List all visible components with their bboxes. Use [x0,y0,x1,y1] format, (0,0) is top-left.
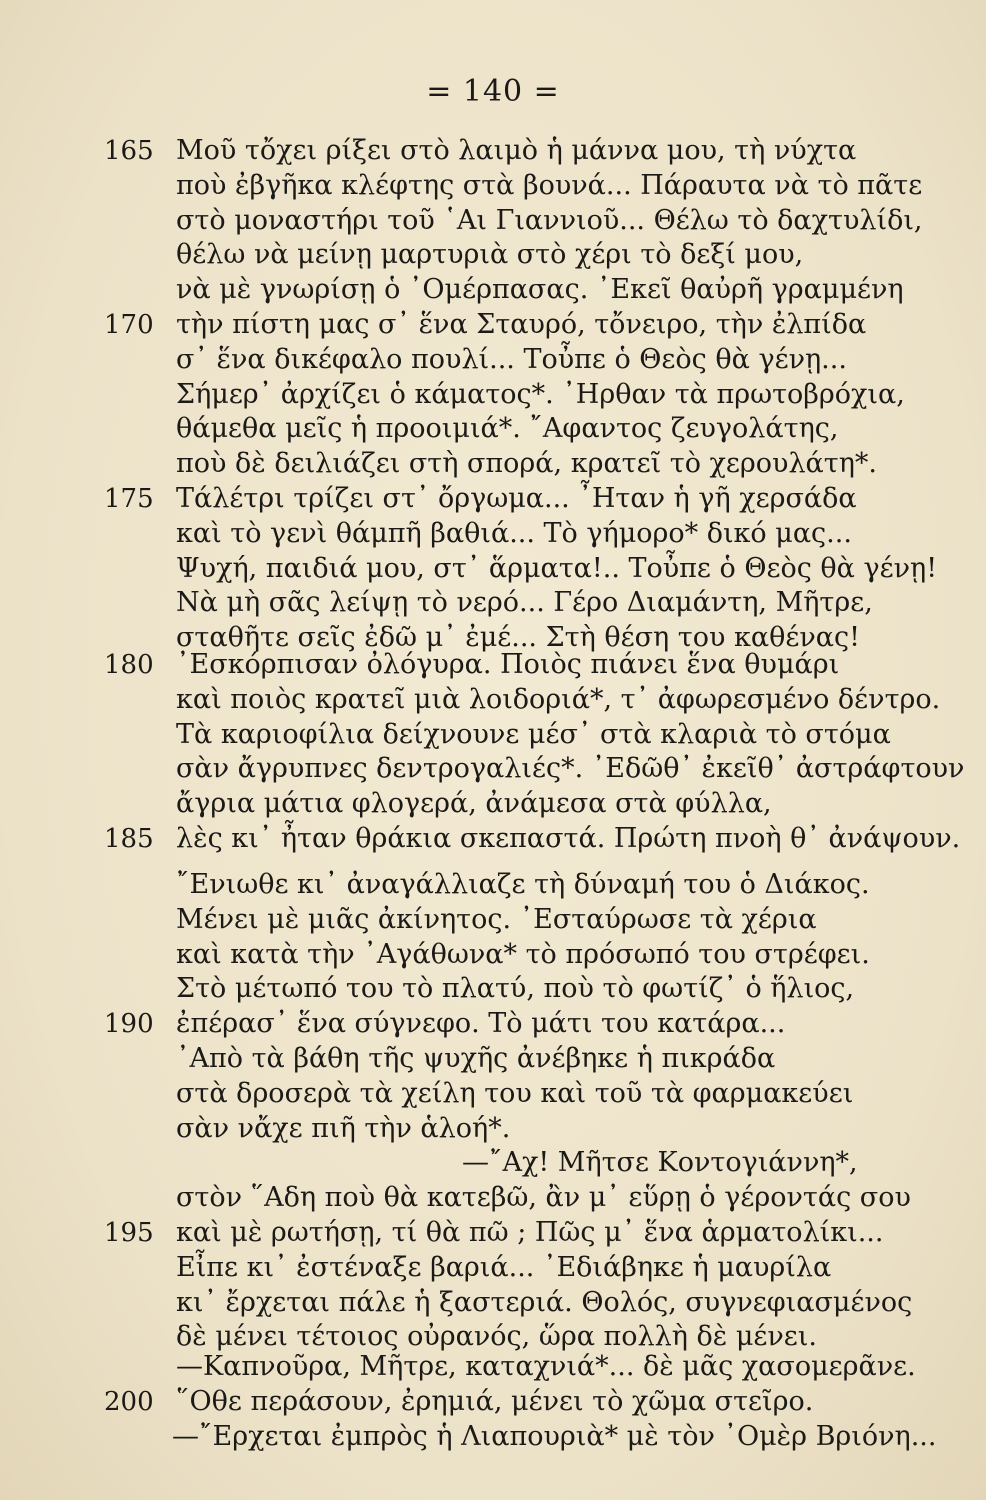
verse-line [0,972,986,1007]
verse-line [0,938,986,973]
verse-line [0,1042,986,1077]
stanza [0,1350,986,1454]
verse-text: τὴν πίστη μας σ᾿ ἕνα Σταυρό, τὄνειρο, τὴν ἐλπίδα [176,308,867,340]
verse-line [0,648,986,683]
verse-text: Μένει μὲ μιᾶς ἀκίνητος. ᾿Εσταύρωσε τὰ χέρια [176,903,817,935]
verse-text: ῎Ενιωθε κι᾿ ἀναγάλλιαζε τὴ δύναμή του ὁ Διάκος. [176,869,870,900]
verse-line [0,308,986,343]
verse-line [0,552,986,587]
verse-line [0,1420,986,1455]
verse-line [0,1286,986,1321]
stanza [0,134,986,656]
verse-text: ποὺ ἐβγῆκα κλέφτης στὰ βουνά... Πάραυτα νὰ τὸ πᾶτε [176,169,923,201]
verse-line [0,1146,986,1181]
verse-text: σταθῆτε σεῖς ἐδῶ μ᾿ ἐμέ... Στὴ θέση του καθένας! [176,622,860,654]
verse-text: ῞Οθε περάσουν, ἐρημιά, μένει τὸ χῶμα στεῖρο. [176,1385,814,1417]
verse-line [0,1181,986,1216]
page-number: = 140 = [426,74,560,109]
verse-text: Τάλέτρι τρίζει στ᾿ ὄργωμα... ῏Ηταν ἡ γῆ χερσάδα [176,482,857,514]
verse-text: καὶ ποιὸς κρατεῖ μιὰ λοιδοριά*, τ᾿ ἀφωρεσμένο δέντρο. [176,683,941,715]
line-number: 170 [104,309,154,340]
verse-line [0,273,986,308]
verse-text: Ψυχή, παιδιά μου, στ᾿ ἅρματα!.. Τοὖπε ὁ Θεὸς θὰ γένῃ! [176,552,938,584]
verse-line [0,447,986,482]
verse-line [0,482,986,517]
verse-line [0,718,986,753]
verse-line [0,1251,986,1286]
stanza [0,648,986,857]
line-number: 165 [104,136,154,166]
verse-line [0,412,986,447]
verse-text: σὰν νἄχε πιῆ τὴν ἁλοή*. [176,1112,511,1144]
verse-text: καὶ κατὰ τὴν ᾿Αγάθωνα* τὸ πρόσωπό του στρέφει. [176,938,870,970]
verse-line [0,787,986,822]
verse-text: στὸν ῞Αδη ποὺ θὰ κατεβῶ, ἂν μ᾿ εὕρῃ ὁ γέροντάς σου [176,1182,911,1214]
verse-text: ᾿Εσκόρπισαν ὀλόγυρα. Ποιὸς πιάνει ἕνα θυμάρι [176,649,840,680]
line-number: 195 [104,1217,154,1248]
verse-text: —῎Ερχεται ἐμπρὸς ἡ Λιαπουριὰ* μὲ τὸν ᾿Ομὲρ Βριόνη... [172,1420,937,1452]
verse-text: σὰν ἄγρυπνες δεντρογαλιές*. ᾿Εδῶθ᾿ ἐκεῖθ᾿ ἀστράφτουν [176,753,965,785]
line-number: 175 [104,483,154,514]
verse-line [0,822,986,857]
verse-text: καὶ τὸ γενὶ θάμπῆ βαθιά... Τὸ γήμορο* δικό μας... [176,517,852,549]
verse-line [0,1385,986,1420]
verse-line [0,517,986,552]
verse-line [0,204,986,239]
verse-text: Νὰ μὴ σᾶς λείψῃ τὸ νερό... Γέρο Διαμάντη, Μῆτρε, [176,587,873,619]
verse-text: κι᾿ ἔρχεται πάλε ἡ ξαστεριά. Θολός, συγνεφιασμένος [176,1286,913,1318]
verse-text: —Καπνοῦρα, Μῆτρε, καταχνιά*... δὲ μᾶς χασομερᾶνε. [176,1351,916,1382]
verse-line [0,868,986,903]
verse-text: Εἶπε κι᾿ ἐστέναξε βαριά... ᾿Εδιάβηκε ἡ μαυρίλα [176,1251,832,1283]
verse-text: Τὰ καριοφίλια δείχνουνε μέσ᾿ στὰ κλαριὰ τὸ στόμα [176,718,891,750]
verse-line [0,586,986,621]
verse-text: Μοῦ τὄχει ρίξει στὸ λαιμὸ ἡ μάννα μου, τὴ νύχτα [176,135,857,166]
verse-line [0,238,986,273]
verse-text: ᾿Απὸ τὰ βάθη τῆς ψυχῆς ἀνέβηκε ἡ πικράδα [176,1042,776,1074]
verse-text: θέλω νὰ μείνῃ μαρτυριὰ στὸ χέρι τὸ δεξί μου, [176,239,804,271]
verse-line [0,343,986,378]
line-number: 180 [104,650,154,680]
verse-text: νὰ μὲ γνωρίσῃ ὁ ᾿Ομέρπασας. ᾿Εκεῖ θαὐρῆ γραμμένη [176,274,904,306]
verse-text: σ᾿ ἕνα δικέφαλο πουλί... Τοὖπε ὁ Θεὸς θὰ γένῃ... [176,343,847,375]
verse-line [0,169,986,204]
verse-text: δὲ μένει τέτοιος οὐρανός, ὥρα πολλὴ δὲ μένει. [176,1321,817,1353]
line-number: 185 [104,823,154,854]
verse-text: —῎Αχ! Μῆτσε Κοντογιάννη*, [462,1147,858,1179]
verse-text: ποὺ δὲ δειλιάζει στὴ σπορά, κρατεῖ τὸ χερουλάτη*. [176,448,877,480]
verse-line [0,903,986,938]
verse-text: λὲς κι᾿ ἦταν θράκια σκεπαστά. Πρώτη πνοὴ θ᾿ ἀνάψουν. [176,822,961,854]
stanza [0,868,986,1355]
verse-line [0,1007,986,1042]
verse-text: στὰ δροσερὰ τὰ χείλη του καὶ τοῦ τὰ φαρμακεύει [176,1077,854,1109]
verse-line [0,1216,986,1251]
verse-line [0,752,986,787]
verse-line [0,1077,986,1112]
line-number: 200 [104,1386,154,1417]
verse-line [0,134,986,169]
verse-text: Σήμερ᾿ ἀρχίζει ὁ κάματος*. ᾿Ηρθαν τὰ πρωτοβρόχια, [176,378,905,410]
verse-text: στὸ μοναστήρι τοῦ ῾Αι Γιαννιοῦ... Θέλω τὸ δαχτυλίδι, [176,204,923,236]
verse-text: καὶ μὲ ρωτήσῃ, τί θὰ πῶ ; Πῶς μ᾿ ἕνα ἁρματολίκι... [176,1216,884,1248]
verse-line [0,1350,986,1385]
verse-line [0,1112,986,1147]
verse-text: ἄγρια μάτια φλογερά, ἀνάμεσα στὰ φύλλα, [176,788,772,820]
verse-text: ἐπέρασ᾿ ἕνα σύγνεφο. Τὸ μάτι του κατάρα... [176,1008,786,1040]
verse-line [0,683,986,718]
verse-text: Στὸ μέτωπό του τὸ πλατύ, ποὺ τὸ φωτίζ᾿ ὁ ἥλιος, [176,973,855,1005]
verse-text: θάμεθα μεῖς ἡ προοιμιά*. ῎Αφαντος ζευγολάτης, [176,413,839,445]
verse-line [0,378,986,413]
line-number: 190 [104,1009,154,1040]
